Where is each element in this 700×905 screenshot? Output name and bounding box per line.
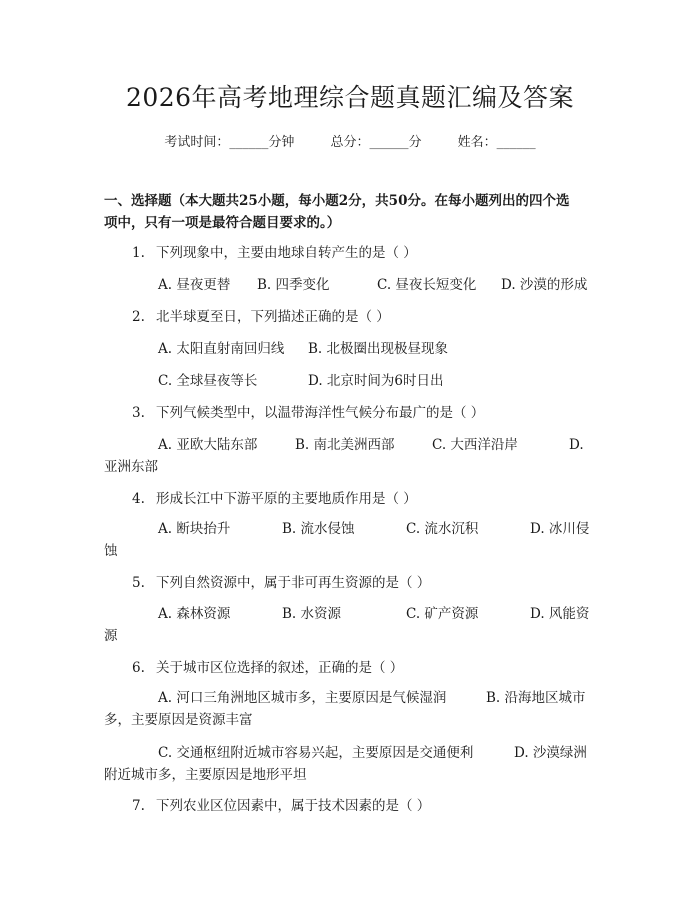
question-6-options-cd — [158, 743, 587, 763]
question-number: 3. — [132, 405, 145, 421]
question-4-wrap: 蚀 — [104, 543, 118, 559]
question-6 — [132, 658, 403, 678]
question-6-options-ab — [158, 688, 586, 708]
question-2-options-cd — [158, 371, 444, 391]
question-stem: 下列气候类型中，以温带海洋性气候分布最广的是（ ） — [156, 405, 485, 421]
question-7 — [132, 796, 430, 816]
section-heading-line1: 一、选择题（本大题共25小题，每小题2分，共50分。在每小题列出的四个选 — [104, 193, 570, 209]
option-d: D. 北京时间为6时日出 — [308, 373, 444, 389]
exam-info — [0, 131, 700, 150]
option-a: A. 亚欧大陆东部 — [158, 437, 258, 453]
option-c: C. 全球昼夜等长 — [158, 373, 258, 389]
option-b: B. 四季变化 — [257, 277, 330, 293]
option-c: C. 大西洋沿岸 — [432, 437, 518, 453]
question-4 — [132, 489, 417, 509]
option-c: C. 流水沉积 — [406, 521, 479, 537]
question-number: 6. — [132, 660, 145, 676]
option-b: B. 南北美洲西部 — [295, 437, 395, 453]
option-a: A. 河口三角洲地区城市多，主要原因是气候湿润 — [158, 690, 447, 706]
exam-score: 总分：______分 — [330, 135, 422, 150]
option-d: D. 沙漠绿洲 — [514, 745, 587, 761]
question-stem: 形成长江中下游平原的主要地质作用是（ ） — [156, 491, 417, 507]
question-stem: 下列农业区位因素中，属于技术因素的是（ ） — [156, 798, 431, 814]
section-heading-line2: 项中，只有一项是最符合题目要求的。） — [104, 215, 341, 231]
question-6-wrap-ab: 多，主要原因是资源丰富 — [104, 712, 253, 728]
question-number: 5. — [132, 575, 145, 591]
option-a: A. 太阳直射南回归线 — [158, 341, 285, 357]
question-4-options — [158, 519, 589, 539]
exam-name: 姓名：______ — [457, 135, 536, 150]
question-3-wrap: 亚洲东部 — [104, 459, 158, 475]
question-5 — [132, 573, 430, 593]
question-number: 4. — [132, 491, 145, 507]
page-title: 2026年高考地理综合题真题汇编及答案 — [125, 83, 575, 112]
option-a: A. 昼夜更替 — [158, 277, 231, 293]
question-5-options — [158, 604, 589, 624]
question-number: 2. — [132, 309, 145, 325]
option-b: B. 沿海地区城市 — [486, 690, 586, 706]
exam-time: 考试时间：______分钟 — [164, 135, 295, 150]
question-stem: 下列现象中，主要由地球自转产生的是（ ） — [156, 245, 417, 261]
question-3-options — [158, 435, 584, 455]
option-b: B. 流水侵蚀 — [282, 521, 355, 537]
option-a: A. 森林资源 — [158, 606, 231, 622]
option-d: D. — [569, 437, 584, 453]
question-number: 1. — [132, 245, 145, 261]
option-d: D. 冰川侵 — [530, 521, 590, 537]
question-3 — [132, 403, 484, 423]
question-6-wrap-cd: 附近城市多，主要原因是地形平坦 — [104, 767, 307, 783]
option-b: B. 北极圈出现极昼现象 — [308, 341, 449, 357]
question-2-options-ab — [158, 339, 448, 359]
question-stem: 北半球夏至日，下列描述正确的是（ ） — [156, 309, 390, 325]
question-1-options — [158, 275, 587, 295]
question-stem: 关于城市区位选择的叙述，正确的是（ ） — [156, 660, 404, 676]
question-stem: 下列自然资源中，属于非可再生资源的是（ ） — [156, 575, 431, 591]
option-c: C. 交通枢纽附近城市容易兴起，主要原因是交通便利 — [158, 745, 474, 761]
option-b: B. 水资源 — [282, 606, 342, 622]
option-c: C. 矿产资源 — [406, 606, 479, 622]
option-d: D. 沙漠的形成 — [501, 277, 588, 293]
option-a: A. 断块抬升 — [158, 521, 231, 537]
question-number: 7. — [132, 798, 145, 814]
question-1 — [132, 243, 417, 263]
option-d: D. 风能资 — [530, 606, 590, 622]
question-5-wrap: 源 — [104, 628, 118, 644]
question-2 — [132, 307, 390, 327]
option-c: C. 昼夜长短变化 — [377, 277, 477, 293]
